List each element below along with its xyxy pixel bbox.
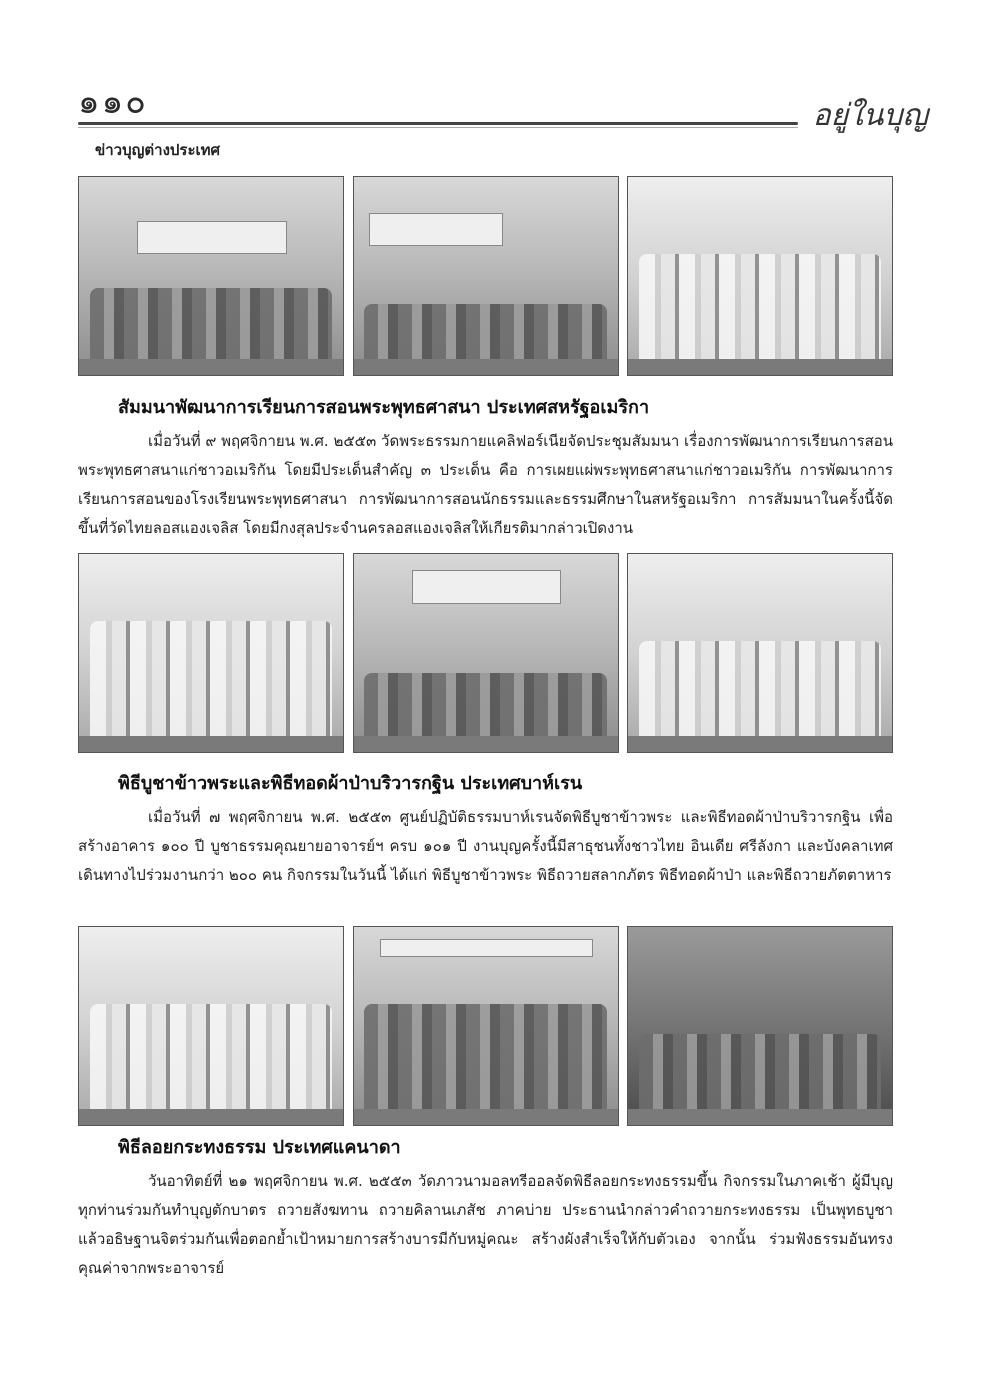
article-canada-loy-krathong bbox=[78, 1132, 893, 1283]
article-body: เมื่อวันที่ ๙ พฤศจิกายน พ.ศ. ๒๕๕๓ วัดพระธรรมกายแคลิฟอร์เนียจัดประชุมสัมมนา เรื่องการพัฒนาการเรียนการสอนพระพุทธศาสนาแก่ชาวอเมริกัน โดยมีประเด็นสำคัญ ๓ ประเด็น คือ การเผยแผ่พระพุทธศาสนาแก่ชาวอเมริกัน การพัฒนาการเรียนการสอนของโรงเรียนพระพุทธศาสนา การพัฒนาการสอนนักธรรมและธรรมศึกษาในสหรัฐอเมริกา การสัมมนาในครั้งนี้จัดขึ้นที่วัดไทยลอสแองเจลิส โดยมีกงสุลประจำนครลอสแองเจลิสให้เกียรติมากล่าวเปิดงาน bbox=[78, 432, 893, 537]
photo-canada-group bbox=[353, 926, 619, 1126]
photo-row-seminar bbox=[78, 176, 893, 376]
header-divider bbox=[78, 122, 798, 125]
photo-row-bahrain bbox=[78, 553, 893, 753]
photo-seminar-group bbox=[78, 176, 344, 376]
photo-seminar-meeting bbox=[353, 176, 619, 376]
article-usa-seminar bbox=[78, 392, 893, 543]
photo-canada-krathong bbox=[627, 926, 893, 1126]
photo-row-canada bbox=[78, 926, 893, 1126]
magazine-logo: อยู่ในบุญ bbox=[812, 98, 928, 133]
photo-bahrain-offering bbox=[78, 553, 344, 753]
photo-bahrain-monks bbox=[353, 553, 619, 753]
photo-bahrain-audience bbox=[627, 553, 893, 753]
article-body: เมื่อวันที่ ๗ พฤศจิกายน พ.ศ. ๒๕๕๓ ศูนย์ปฏิบัติธรรมบาห์เรนจัดพิธีบูชาข้าวพระ และพิธีทอดผ้าป่าบริวารกฐิน เพื่อสร้างอาคาร ๑๐๐ ปี บูชาธรรมคุณยายอาจารย์ฯ ครบ ๑๐๑ ปี งานบุญครั้งนี้มีสาธุชนทั้งชาวไทย อินเดีย ศรีลังกา และบังคลาเทศ เดินทางไปร่วมงานกว่า ๒๐๐ คน กิจกรรมในวันนี้ ได้แก่ พิธีบูชาข้าวพระ พิธีถวายสลากภัตร พิธีทอดผ้าป่า และพิธีถวายภัตตาหาร bbox=[78, 808, 893, 884]
page-header bbox=[78, 74, 928, 134]
article-title: พิธีลอยกระทงธรรม ประเทศแคนาดา bbox=[118, 1137, 401, 1158]
article-bahrain-kathina bbox=[78, 768, 893, 890]
page-number: ๑๑๐ bbox=[78, 82, 148, 122]
photo-canada-prayer bbox=[78, 926, 344, 1126]
article-body: วันอาทิตย์ที่ ๒๑ พฤศจิกายน พ.ศ. ๒๕๕๓ วัดภาวนามอลทรีออลจัดพิธีลอยกระทงธรรมขึ้น กิจกรรมในภาคเช้า ผู้มีบุญทุกท่านร่วมกันทำบุญตักบาตร ถวายสังฆทาน ถวายคิลานเภสัช ภาคบ่าย ประธานนำกล่าวคำถวายกระทงธรรม เป็นพุทธบูชา แล้วอธิษฐานจิตร่วมกันเพื่อตอกย้ำเป้าหมายการสร้างบารมีกับหมู่คณะ สร้างผังสำเร็จให้กับตัวเอง จากนั้น ร่วมฟังธรรมอันทรงคุณค่าจากพระอาจารย์ bbox=[78, 1172, 893, 1277]
photo-seminar-monks bbox=[627, 176, 893, 376]
article-title: พิธีบูชาข้าวพระและพิธีทอดผ้าป่าบริวารกฐิน ประเทศบาห์เรน bbox=[118, 773, 583, 794]
article-title: สัมมนาพัฒนาการเรียนการสอนพระพุทธศาสนา ประเทศสหรัฐอเมริกา bbox=[118, 397, 650, 418]
section-label: ข่าวบุญต่างประเทศ bbox=[95, 141, 221, 159]
